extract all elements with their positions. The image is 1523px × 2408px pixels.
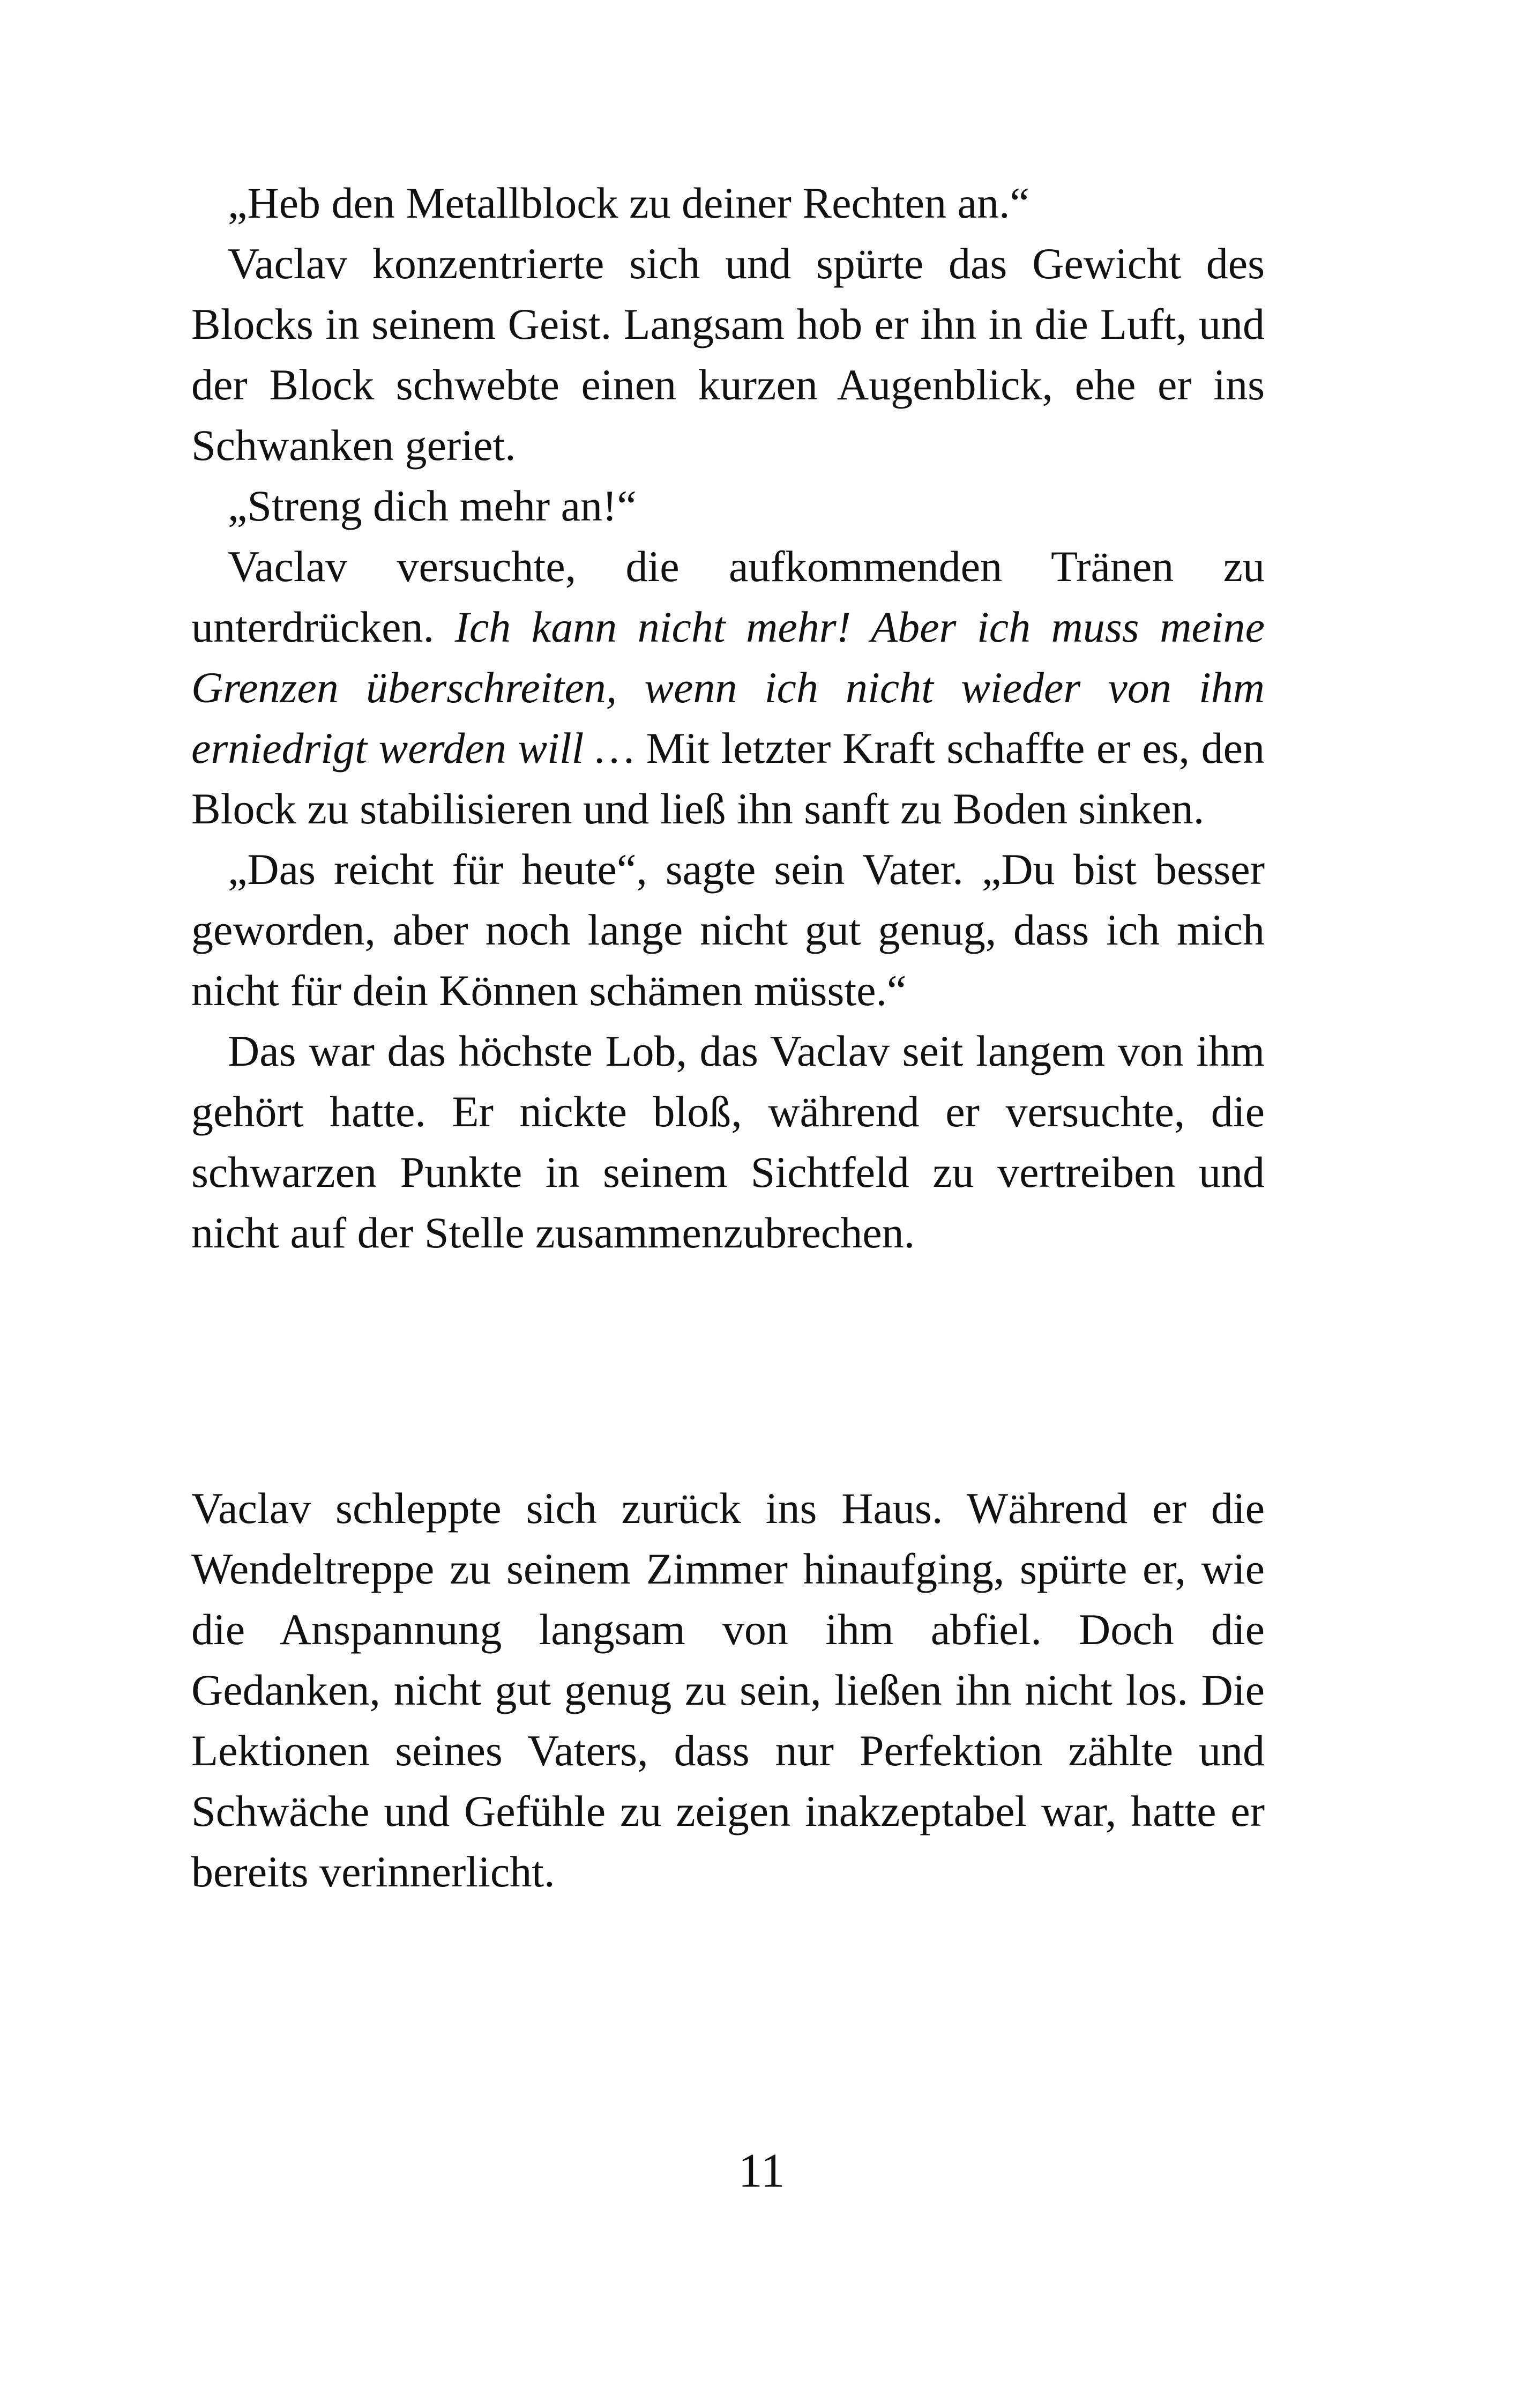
paragraph-4-italic-thought: Ich kann nicht mehr! Aber ich muss meine Grenzen überschreiten, wenn ich nicht wieder von ihm erniedrigt werden will … <box>191 603 1265 772</box>
paragraph-6: Das war das höchste Lob, das Vaclav seit langem von ihm gehört hatte. Er nickte bloß, während er versuchte, die schwarzen Punkte in seinem Sichtfeld zu vertreiben und nicht auf der Stelle zusammenzubrechen. <box>191 1027 1265 1257</box>
paragraph-7: Vaclav schleppte sich zurück ins Haus. Während er die Wendeltreppe zu seinem Zimmer hinaufging, spürte er, wie die Anspannung langsam von ihm abfiel. Doch die Gedanken, nicht gut genug zu sein, ließen ihn nicht los. Die Lektionen seines Vaters, dass nur Perfektion zählte und Schwäche und Gefühle zu zeigen inakzeptabel war, hatte er bereits verinnerlicht. <box>191 1484 1265 1896</box>
paragraph-3: „Streng dich mehr an!“ <box>228 481 637 530</box>
text-section-2 <box>191 1478 1265 1902</box>
paragraph-4-text-end: Mit letzter Kraft schaffte er es, den Block zu stabilisieren und ließ ihn sanft zu Boden sinken. <box>191 724 1265 833</box>
text-section-1 <box>191 173 1265 1263</box>
page-number: 11 <box>738 2144 785 2197</box>
paragraph-1: „Heb den Metallblock zu deiner Rechten an.“ <box>228 179 1029 227</box>
paragraph-2: Vaclav konzentrierte sich und spürte das Gewicht des Blocks in seinem Geist. Langsam hob er ihn in die Luft, und der Block schwebte einen kurzen Augenblick, ehe er ins Schwanken geriet. <box>191 239 1265 470</box>
paragraph-4 <box>191 536 1265 839</box>
paragraph-5: „Das reicht für heute“, sagte sein Vater. „Du bist besser geworden, aber noch lange nicht gut genug, dass ich mich nicht für dein Können schämen müsste.“ <box>191 845 1265 1015</box>
paragraph-4-text-start: Vaclav versuchte, die aufkommenden Tränen zu unterdrücken. <box>191 542 1265 651</box>
